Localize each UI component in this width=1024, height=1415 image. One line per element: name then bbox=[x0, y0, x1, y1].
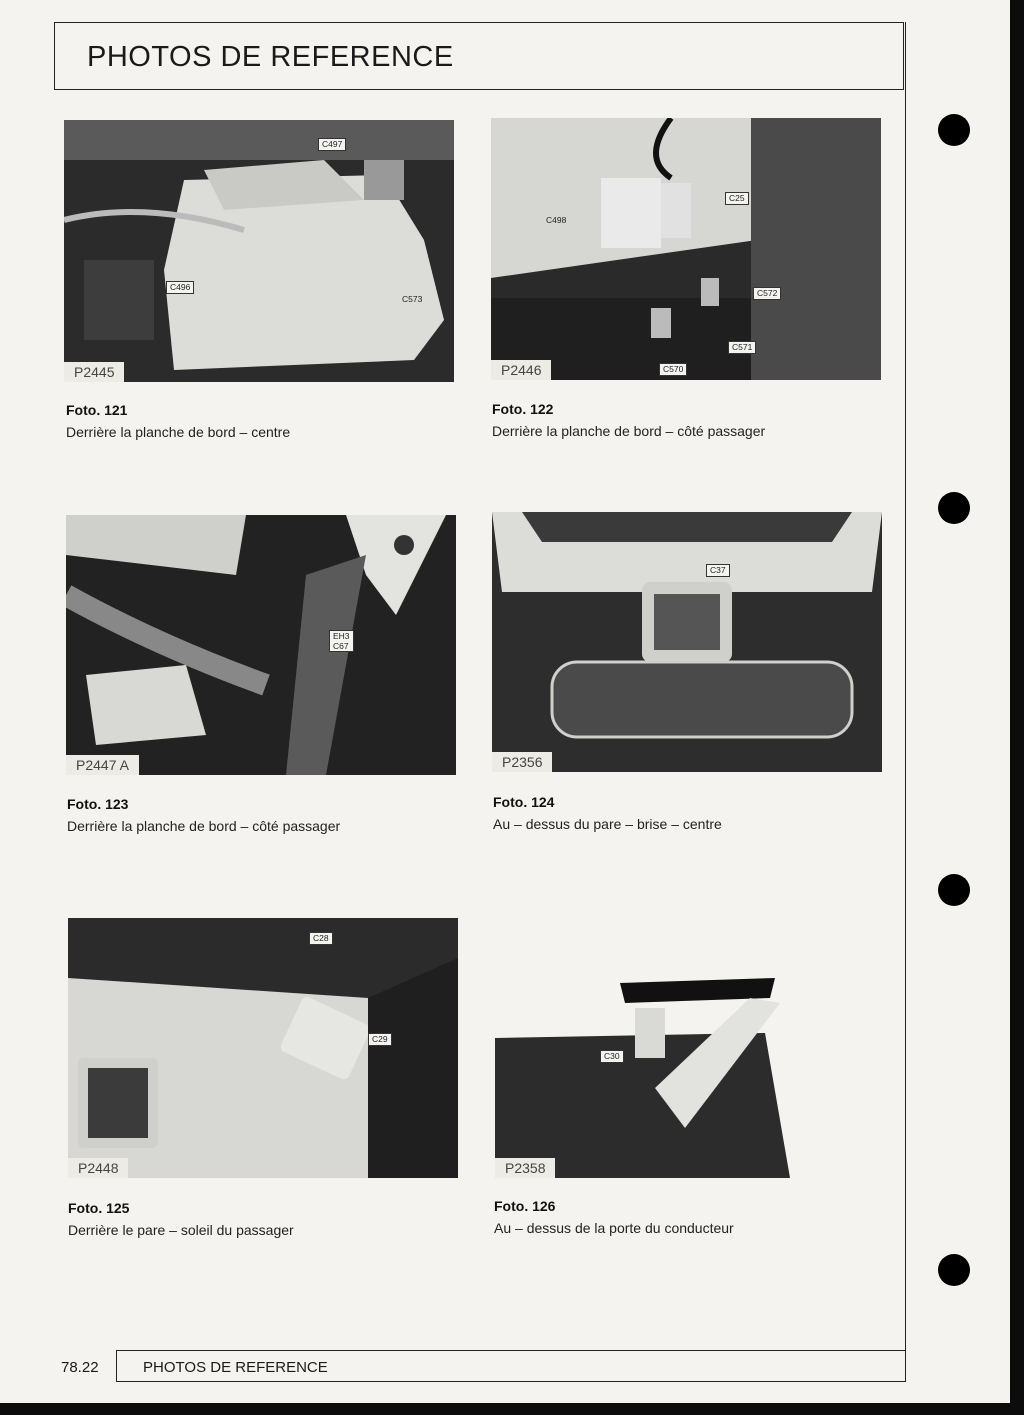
photo-123 bbox=[66, 515, 456, 775]
callout-label: C573 bbox=[402, 294, 423, 304]
callout-label bbox=[329, 630, 354, 652]
photo-number: Foto. 126 bbox=[494, 1198, 556, 1214]
photo-caption: Au – dessus du pare – brise – centre bbox=[493, 816, 722, 832]
photo-reference: P2447 A bbox=[66, 755, 139, 775]
page-border bbox=[905, 22, 906, 1382]
callout-label: C497 bbox=[318, 138, 346, 151]
page-title-box bbox=[54, 22, 904, 90]
photo-reference: P2448 bbox=[68, 1158, 128, 1178]
photo-caption: Derrière le pare – soleil du passager bbox=[68, 1222, 294, 1238]
photo-121 bbox=[64, 120, 454, 382]
footer-title: PHOTOS DE REFERENCE bbox=[143, 1359, 328, 1376]
photo-number: Foto. 124 bbox=[493, 794, 555, 810]
photo-125 bbox=[68, 918, 458, 1178]
binder-hole bbox=[938, 874, 970, 906]
page-title: PHOTOS DE REFERENCE bbox=[87, 41, 454, 73]
photo-caption: Derrière la planche de bord – côté passager bbox=[492, 423, 766, 439]
photo-number: Foto. 121 bbox=[66, 402, 128, 418]
footer-title-box bbox=[116, 1350, 906, 1382]
callout-label: C37 bbox=[706, 564, 730, 577]
callout-label: C572 bbox=[753, 287, 781, 300]
photo-caption: Au – dessus de la porte du conducteur bbox=[494, 1220, 734, 1236]
photo-caption: Derrière la planche de bord – côté passager bbox=[67, 818, 341, 834]
callout-label: C29 bbox=[368, 1033, 392, 1046]
photo-number: Foto. 125 bbox=[68, 1200, 130, 1216]
photo-reference: P2446 bbox=[491, 360, 551, 380]
binder-hole bbox=[938, 492, 970, 524]
photo-reference: P2445 bbox=[64, 362, 124, 382]
photo-reference: P2356 bbox=[492, 752, 552, 772]
photo-number: Foto. 123 bbox=[67, 796, 129, 812]
photo-number: Foto. 122 bbox=[492, 401, 554, 417]
callout-label: C571 bbox=[728, 341, 756, 354]
photo-caption: Derrière la planche de bord – centre bbox=[66, 424, 291, 440]
photo-126 bbox=[495, 978, 790, 1178]
callout-label-bottom: C67 bbox=[333, 641, 349, 651]
callout-label: C498 bbox=[546, 215, 567, 225]
photo-122 bbox=[491, 118, 881, 380]
photo-124 bbox=[492, 512, 882, 772]
callout-label: C28 bbox=[309, 932, 333, 945]
binder-hole bbox=[938, 114, 970, 146]
page-number: 78.22 bbox=[61, 1359, 99, 1376]
scan-edge-bottom bbox=[0, 1403, 1024, 1415]
callout-label: C570 bbox=[659, 363, 687, 376]
callout-label: C496 bbox=[166, 281, 194, 294]
photo-reference: P2358 bbox=[495, 1158, 555, 1178]
scan-edge-right bbox=[1010, 0, 1024, 1415]
callout-label-top: EH3 bbox=[333, 631, 350, 641]
callout-label: C30 bbox=[600, 1050, 624, 1063]
callout-label: C25 bbox=[725, 192, 749, 205]
binder-hole bbox=[938, 1254, 970, 1286]
